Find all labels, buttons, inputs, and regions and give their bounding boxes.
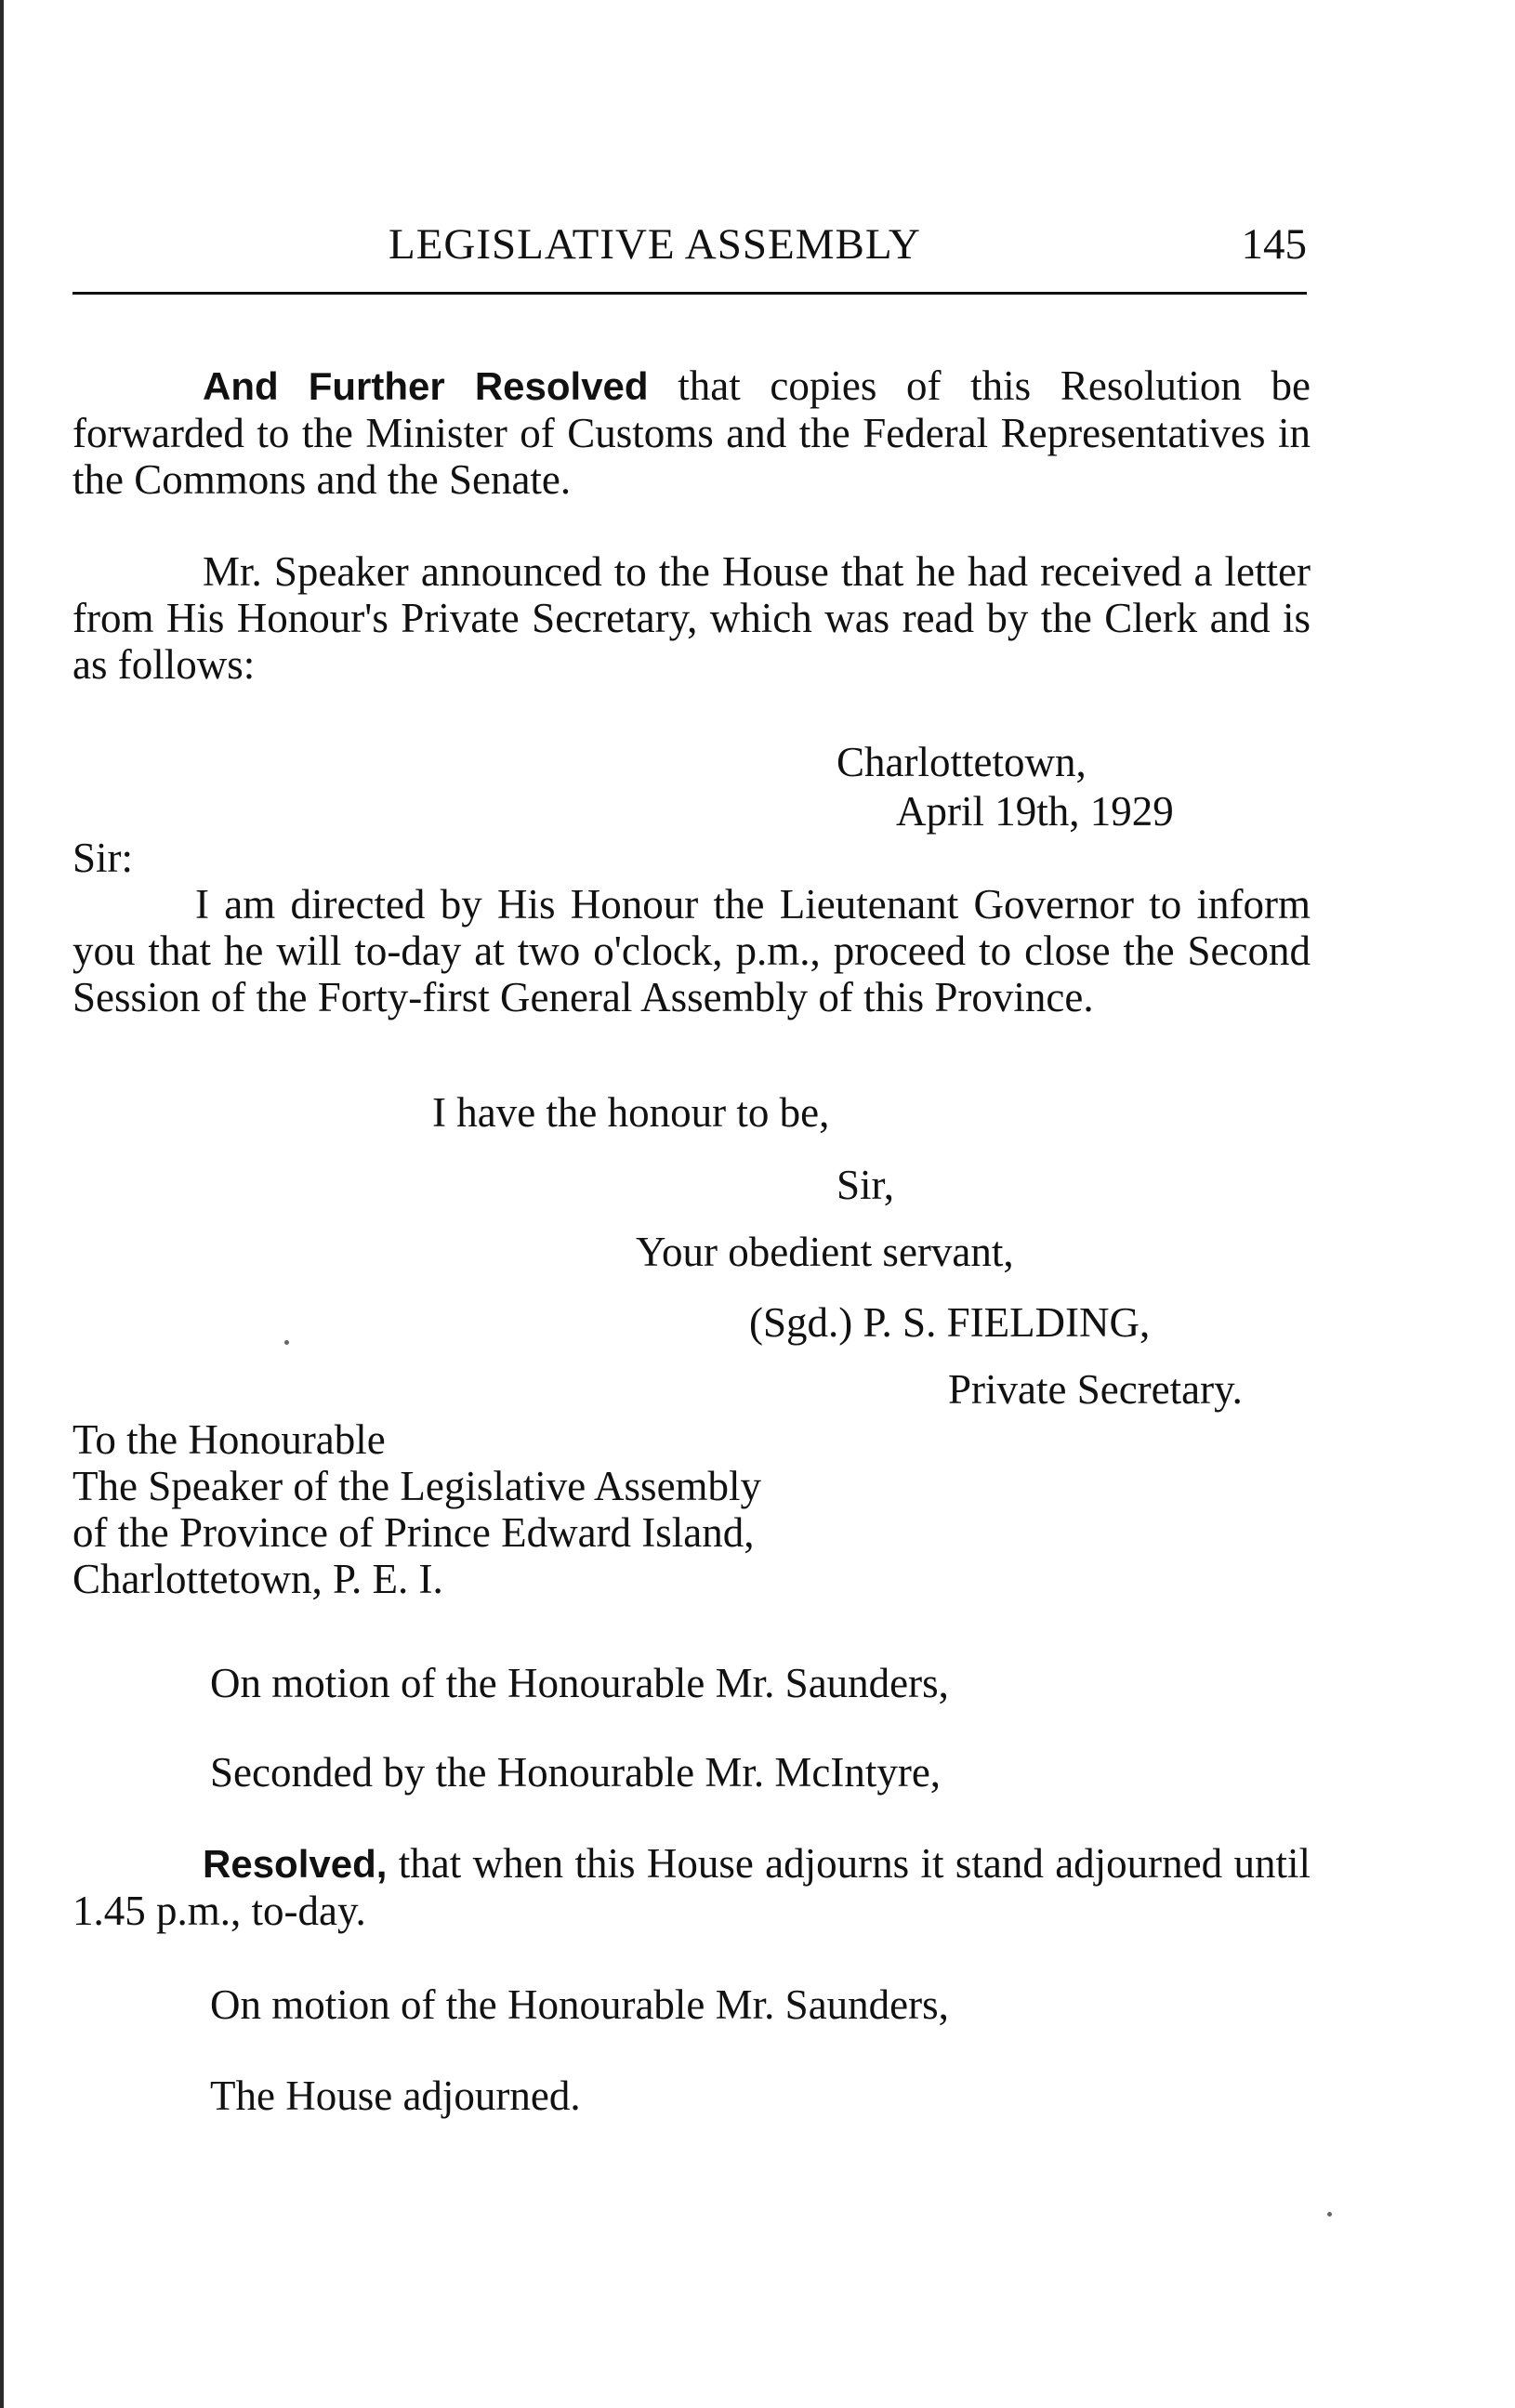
letter-signature: (Sgd.) P. S. FIELDING, <box>749 1299 1151 1346</box>
letter-salutation: Sir: <box>72 835 134 881</box>
address-line: The Speaker of the Legislative Assembly <box>72 1463 762 1509</box>
letter-body: I am directed by His Honour the Lieutenant Governor to inform you that he will to-day at two o'clock, p.m., proceed to close the Second Session of the Forty-first General Assembly of this Province. <box>72 881 1311 1020</box>
letter-body-paragraph <box>72 881 1311 1020</box>
header-rule <box>72 292 1307 295</box>
page-header <box>72 219 1307 294</box>
letter-place: Charlottetown, <box>837 739 1087 785</box>
resolution-text: that copies of this Resolution be forwarded to the Minister of Customs and the Federal Representatives in the Commons and the Senate. <box>72 362 1311 503</box>
scan-speck <box>1327 2212 1332 2217</box>
resolved-lead: Resolved, <box>203 1842 388 1886</box>
address-line: of the Province of Prince Edward Island, <box>72 1509 755 1556</box>
scan-edge <box>0 0 4 2408</box>
address-line: Charlottetown, P. E. I. <box>72 1556 443 1602</box>
letter-closing-3: Your obedient servant, <box>636 1229 1014 1275</box>
resolution-paragraph <box>72 362 1311 503</box>
running-head: LEGISLATIVE ASSEMBLY <box>389 220 921 269</box>
resolved-text: that when this House adjourns it stand adjourned until 1.45 p.m., to-day. <box>72 1840 1311 1934</box>
seconded-line: Seconded by the Honourable Mr. McIntyre, <box>210 1749 942 1796</box>
address-line: To the Honourable <box>72 1416 386 1463</box>
announcement-text: Mr. Speaker announced to the House that he had received a letter from His Honour's Private Secretary, which was read by the Clerk and is as follows: <box>72 548 1311 688</box>
page-number: 145 <box>1241 220 1307 269</box>
letter-date: April 19th, 1929 <box>896 788 1174 835</box>
scan-speck <box>284 1340 289 1345</box>
resolved-paragraph <box>72 1840 1311 1934</box>
letter-signatory-title: Private Secretary. <box>948 1366 1243 1413</box>
letter-address <box>72 1416 761 1602</box>
letter-closing-2: Sir, <box>837 1162 894 1208</box>
motion-line-1: On motion of the Honourable Mr. Saunders, <box>210 1660 949 1706</box>
resolution-lead: And Further Resolved <box>203 364 649 408</box>
motion-line-2: On motion of the Honourable Mr. Saunders, <box>210 1981 949 2028</box>
adjourned-line: The House adjourned. <box>210 2072 581 2119</box>
announcement-paragraph <box>72 548 1311 688</box>
letter-closing-1: I have the honour to be, <box>432 1089 830 1136</box>
